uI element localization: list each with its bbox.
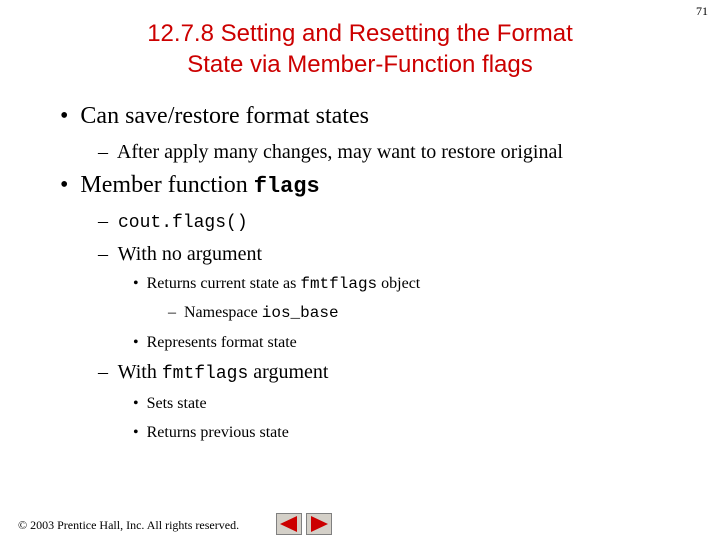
bullet-represents — [133, 334, 297, 352]
dash-marker: – — [98, 361, 108, 383]
dash-marker: – — [168, 304, 176, 321]
bullet-text: Represents format state — [146, 334, 297, 351]
dash-marker: – — [98, 141, 108, 163]
code-fmtflags: fmtflags — [161, 364, 249, 384]
code-fmtflags: fmtflags — [300, 275, 378, 293]
bullet-text: Sets state — [146, 395, 207, 412]
bullet-text: With — [117, 361, 162, 383]
bullet-no-argument — [98, 243, 262, 266]
slide-title — [60, 18, 660, 80]
next-slide-button[interactable] — [306, 513, 332, 535]
bullet-after-apply — [98, 141, 563, 164]
slide-title-line-2: State via Member-Function flags — [187, 51, 533, 78]
left-arrow-icon — [277, 514, 301, 534]
bullet-text: Member function — [80, 172, 254, 198]
bullet-marker: • — [60, 103, 69, 129]
bullet-text: With no argument — [117, 243, 262, 265]
bullet-namespace — [168, 304, 339, 322]
bullet-returns-previous — [133, 424, 289, 442]
bullet-text: Returns current state as — [146, 275, 301, 292]
bullet-marker: • — [133, 334, 139, 351]
bullet-member-function — [60, 172, 320, 199]
dash-marker: – — [98, 210, 108, 232]
slide-title-line-1: 12.7.8 Setting and Resetting the Format — [147, 20, 573, 47]
dash-marker: – — [98, 243, 108, 265]
slide-number: 71 — [696, 4, 708, 18]
bullet-text: Returns previous state — [146, 424, 289, 441]
bullet-marker: • — [133, 275, 139, 292]
bullet-text: object — [377, 275, 421, 292]
bullet-with-fmtflags — [98, 361, 328, 384]
bullet-marker: • — [133, 395, 139, 412]
bullet-text: argument — [248, 361, 329, 383]
code-flags: flags — [253, 174, 320, 199]
code-ios-base: ios_base — [261, 304, 339, 322]
bullet-marker: • — [133, 424, 139, 441]
code-cout-flags: cout.flags() — [118, 213, 248, 233]
bullet-text: Can save/restore format states — [80, 103, 369, 129]
right-arrow-icon — [307, 514, 331, 534]
bullet-save-restore — [60, 103, 369, 130]
bullet-returns-current — [133, 275, 420, 293]
bullet-text: After apply many changes, may want to restore original — [116, 141, 563, 163]
bullet-text: Namespace — [184, 304, 262, 321]
copyright-footer: © 2003 Prentice Hall, Inc. All rights reserved. — [18, 518, 240, 532]
bullet-marker: • — [60, 172, 69, 198]
bullet-sets-state — [133, 395, 207, 413]
previous-slide-button[interactable] — [276, 513, 302, 535]
bullet-cout-flags — [98, 210, 248, 233]
